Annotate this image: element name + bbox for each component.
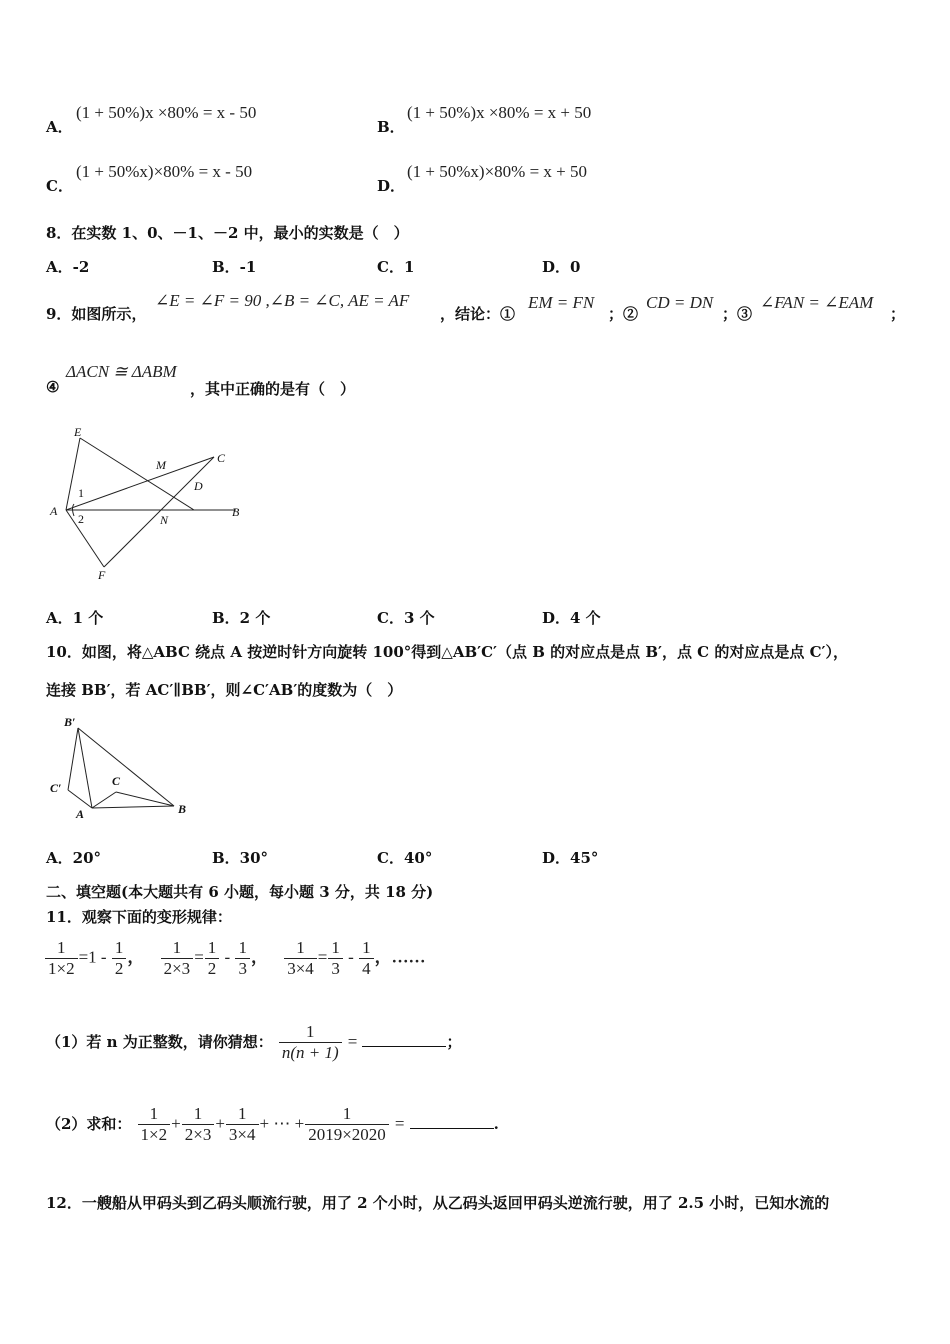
q7-option-d-expr: (1 + 50%x)×80% = x + 50 [407, 162, 587, 181]
q10-label-b-prime: B′ [64, 715, 76, 729]
q11-p1-b-num: 1 [235, 938, 250, 959]
q11-p1-a-num: 1 [205, 938, 220, 959]
q11-p1-eq: = [194, 947, 204, 967]
q9-sep-2: ；② [608, 305, 639, 323]
q9-label-f: F [98, 568, 106, 582]
q11-p1-sep: ， [250, 947, 268, 967]
q11-plus-2: + [215, 1114, 225, 1133]
q11-part-1 [46, 1022, 461, 1063]
q11-s2-den: 3×4 [228, 1125, 256, 1144]
q11-p1-b-den: 3 [238, 959, 247, 978]
q9-conclusion-1: EM = FN [528, 293, 595, 312]
q10-option-a: A．20° [46, 849, 102, 867]
q11-part-2-label: （2）求和： [46, 1115, 132, 1133]
q11-s1-den: 2×3 [184, 1125, 212, 1144]
q9-label-b: B [232, 505, 240, 519]
q11-p2-sep: ，…… [374, 947, 426, 967]
q9-label-n: N [160, 513, 169, 527]
q8-option-b: B．-1 [212, 258, 257, 276]
q9-conclusion-label: ，结论：① [440, 305, 516, 323]
q11-p0-a-num: 1 [112, 938, 127, 959]
q11-part-1-num: 1 [279, 1022, 342, 1043]
q11-part-2-eq: = [394, 1114, 405, 1133]
q11-part-1-eq: = [347, 1032, 358, 1051]
q8-stem: 8．在实数 1、0、－1、－2 中，最小的实数是（ ） [46, 224, 409, 242]
q11-part-2 [46, 1104, 499, 1145]
q11-pattern [44, 938, 426, 979]
q10-label-c: C [112, 774, 121, 788]
q10-option-c: C．40° [377, 849, 433, 867]
q11-s3-num: 1 [305, 1104, 389, 1125]
q9-c4-prefix: ④ [46, 378, 60, 396]
q11-s2-num: 1 [226, 1104, 259, 1125]
q11-p2-b-num: 1 [359, 938, 374, 959]
q11-s1-num: 1 [182, 1104, 215, 1125]
q11-part-1-end: ； [446, 1033, 462, 1051]
q12-stem: 12．一艘船从甲码头到乙码头顺流行驶，用了 2 个小时，从乙码头返回甲码头逆流行驶，用了 2.5 小时，已知水流的 [46, 1194, 830, 1212]
q11-p2-num: 1 [284, 938, 317, 959]
q11-p0-a-den: 2 [114, 959, 124, 978]
q7-option-c-expr: (1 + 50%x)×80% = x - 50 [76, 162, 253, 181]
q10-option-d: D．45° [542, 849, 599, 867]
q11-p0-eq: =1 - [78, 947, 111, 967]
q10-label-b: B [178, 802, 187, 816]
q9-conclusion-3: ∠FAN = ∠EAM [760, 293, 874, 312]
q11-p0-sep: ， [127, 947, 145, 967]
q9-c4-suffix: ，其中正确的是有（ ） [190, 380, 356, 398]
q11-s0-num: 1 [138, 1104, 171, 1125]
q11-part-1-label: （1）若 n 为正整数，请你猜想： [46, 1033, 273, 1051]
q9-option-a: A．1 个 [46, 609, 104, 627]
q10-figure [44, 712, 204, 824]
q9-figure [44, 422, 254, 584]
q10-option-b: B．30° [212, 849, 269, 867]
q11-p2-a-den: 3 [331, 959, 340, 978]
section-2-title: 二、填空题(本大题共有 6 小题，每小题 3 分，共 18 分) [46, 883, 434, 901]
q11-part-1-answer-blank[interactable] [362, 1032, 446, 1047]
q9-label-d: D [194, 479, 203, 493]
q11-p1-den: 2×3 [163, 959, 191, 978]
q11-dots: + ⋯ + [259, 1114, 305, 1133]
q11-part-2-answer-blank[interactable] [410, 1114, 494, 1129]
q11-p2-den: 3×4 [287, 959, 314, 978]
q11-p2-b-den: 4 [362, 959, 371, 978]
q11-p1-a-den: 2 [207, 959, 217, 978]
q11-plus-1: + [171, 1114, 181, 1133]
q7-option-d-label: D． [377, 177, 406, 195]
q11-p1-mid: - [220, 947, 235, 967]
q10-line-2: 连接 BB′，若 AC′∥BB′，则∠C′AB′的度数为（ ） [46, 681, 403, 699]
q10-label-a: A [76, 807, 85, 821]
q9-option-c: C．3 个 [377, 609, 435, 627]
q11-s0-den: 1×2 [140, 1125, 168, 1144]
q9-conclusion-4: ΔACN ≅ ΔABM [66, 362, 177, 381]
q9-conclusion-2: CD = DN [646, 293, 714, 312]
q10-label-c-prime: C′ [50, 781, 62, 795]
q9-label-e: E [74, 425, 82, 439]
q9-label-m: M [156, 458, 166, 472]
q11-p1-num: 1 [161, 938, 194, 959]
q7-option-a-expr: (1 + 50%)x ×80% = x - 50 [76, 103, 257, 122]
q11-s3-den: 2019×2020 [308, 1125, 386, 1144]
q9-stem-prefix: 9．如图所示， [46, 305, 147, 323]
q11-p2-mid: - [343, 947, 359, 967]
q7-option-b-label: B． [377, 118, 405, 136]
q9-label-a: A [50, 504, 58, 518]
q9-label-angle-2: 2 [78, 512, 84, 526]
q9-sep-3: ；③ [722, 305, 753, 323]
q9-label-c: C [217, 451, 226, 465]
q7-option-b-expr: (1 + 50%)x ×80% = x + 50 [407, 103, 592, 122]
q9-option-b: B．2 个 [212, 609, 271, 627]
q11-part-1-den: n(n + 1) [281, 1043, 339, 1062]
q11-stem: 11．观察下面的变形规律： [46, 908, 232, 926]
q9-end-3: ； [890, 305, 906, 323]
q9-option-d: D．4 个 [542, 609, 601, 627]
q10-line-1: 10．如图，将△ABC 绕点 A 按逆时针方向旋转 100°得到△AB′C′（点 B 的对应点是点 B′，点 C 的对应点是点 C′）， [46, 643, 848, 661]
q7-option-c-label: C． [46, 177, 73, 195]
q11-p0-num: 1 [45, 938, 78, 959]
q9-label-angle-1: 1 [78, 486, 84, 500]
q11-part-2-end: . [493, 1115, 499, 1133]
q8-option-c: C．1 [377, 258, 415, 276]
q9-given: ∠E = ∠F = 90 ,∠B = ∠C, AE = AF [155, 291, 410, 310]
q8-option-a: A．-2 [46, 258, 90, 276]
q7-option-a-label: A． [46, 118, 73, 136]
q11-p2-eq: = [317, 947, 328, 967]
q11-p2-a-num: 1 [328, 938, 343, 959]
q11-p0-den: 1×2 [48, 959, 75, 978]
q8-option-d: D．0 [542, 258, 581, 276]
